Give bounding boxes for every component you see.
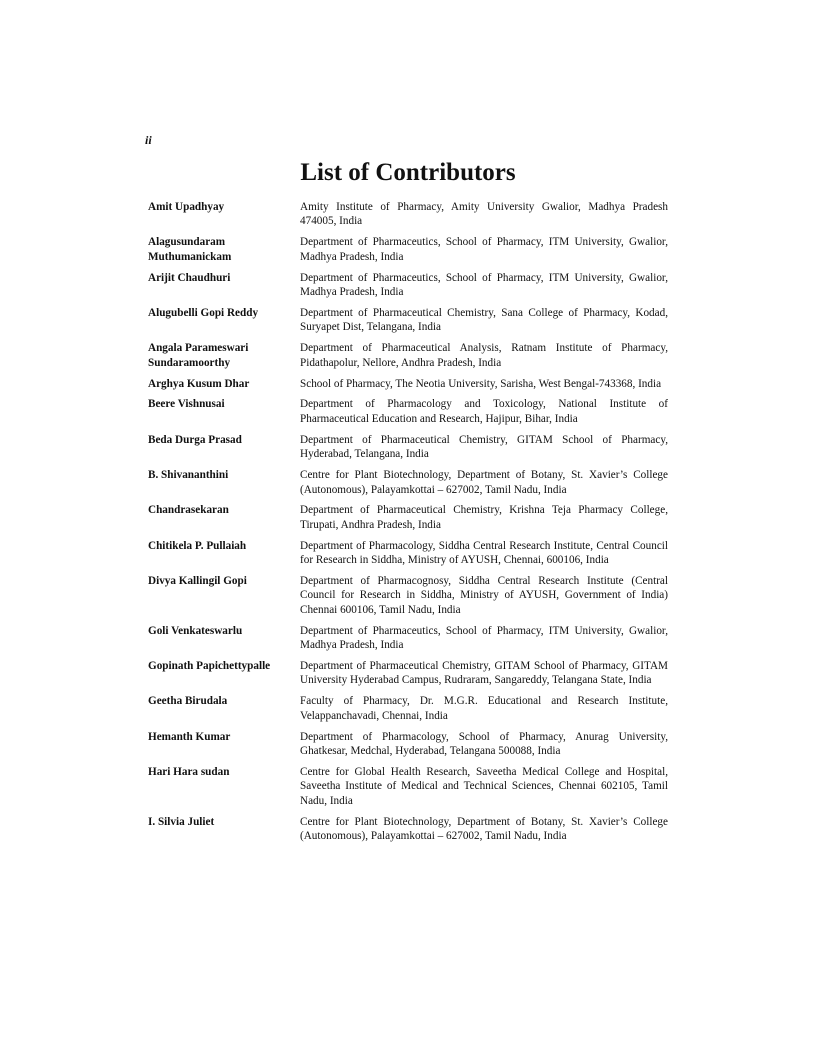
contributor-affiliation: Department of Pharmacology and Toxicology, National Institute of Pharmaceutical Education and Research, Hajipur, Bihar, India bbox=[300, 398, 668, 425]
contributor-name: Geetha Birudala bbox=[148, 695, 228, 708]
contributor-row bbox=[148, 235, 668, 264]
contributor-row bbox=[148, 377, 668, 391]
contributor-name: Amit Upadhyay bbox=[148, 201, 225, 213]
contributor-row bbox=[148, 730, 668, 759]
contributor-name: B. Shivananthini bbox=[148, 469, 229, 482]
contributor-affiliation: Department of Pharmaceutics, School of Pharmacy, ITM University, Gwalior, Madhya Pradesh, India bbox=[300, 236, 668, 263]
contributor-row bbox=[148, 306, 668, 335]
contributor-affiliation: Department of Pharmaceutical Analysis, Ratnam Institute of Pharmacy, Pidathapolur, Nellore, Andhra Pradesh, India bbox=[300, 342, 668, 369]
contributor-affiliation: Department of Pharmaceutical Chemistry, Sana College of Pharmacy, Kodad, Suryapet Dist, Telangana, India bbox=[300, 306, 668, 334]
contributor-row bbox=[148, 574, 668, 617]
contributor-name: Beere Vishnusai bbox=[148, 398, 225, 411]
contributor-affiliation: Department of Pharmacology, School of Pharmacy, Anurag University, Ghatkesar, Medchal, Hyderabad, Telangana 500088, India bbox=[300, 730, 668, 758]
contributor-affiliation: Department of Pharmaceutics, School of Pharmacy, ITM University, Gwalior, Madhya Pradesh, India bbox=[300, 624, 668, 652]
contributor-name: Hemanth Kumar bbox=[148, 730, 231, 743]
contributor-affiliation: Faculty of Pharmacy, Dr. M.G.R. Educational and Research Institute, Velappanchavadi, Chennai, India bbox=[300, 695, 668, 722]
contributor-name: Alugubelli Gopi Reddy bbox=[148, 306, 259, 319]
page-title: List of Contributors bbox=[300, 159, 516, 186]
contributor-row bbox=[148, 341, 668, 370]
contributor-row bbox=[148, 468, 668, 497]
contributor-row bbox=[148, 815, 668, 844]
contributor-name: Chandrasekaran bbox=[148, 504, 229, 517]
contributor-row bbox=[148, 271, 668, 300]
contributor-affiliation: Department of Pharmaceutical Chemistry, GITAM School of Pharmacy, Hyderabad, Telangana, India bbox=[300, 433, 668, 461]
contributor-name: Gopinath Papichettypalle bbox=[148, 660, 271, 673]
contributor-affiliation: School of Pharmacy, The Neotia University, Sarisha, West Bengal-743368, India bbox=[300, 377, 662, 390]
contributor-name: Arijit Chaudhuri bbox=[148, 271, 231, 284]
contributor-row bbox=[148, 397, 668, 426]
contributor-row bbox=[148, 694, 668, 723]
contributor-affiliation: Centre for Plant Biotechnology, Department of Botany, St. Xavier’s College (Autonomous), Palayamkottai – 627002, Tamil Nadu, India bbox=[300, 469, 668, 496]
contributor-name: Goli Venkateswarlu bbox=[148, 624, 243, 637]
contributor-name: Hari Hara sudan bbox=[148, 766, 230, 778]
contributor-row bbox=[148, 765, 668, 808]
contributor-affiliation: Centre for Global Health Research, Saveetha Medical College and Hospital, Saveetha Institute of Medical and Technical Sciences, Chennai 602105, Tamil Nadu, India bbox=[300, 766, 668, 807]
contributor-affiliation: Department of Pharmacology, Siddha Central Research Institute, Central Council for Research in Siddha, Ministry of AYUSH, Chennai, 600106, India bbox=[300, 539, 668, 567]
contributor-row bbox=[148, 433, 668, 462]
contributor-row bbox=[148, 503, 668, 532]
contributor-row bbox=[148, 539, 668, 568]
contributors-list bbox=[148, 200, 668, 850]
contributor-row bbox=[148, 624, 668, 653]
contributor-affiliation: Department of Pharmaceutics, School of Pharmacy, ITM University, Gwalior, Madhya Pradesh, India bbox=[300, 271, 668, 299]
page-number: ii bbox=[145, 133, 152, 147]
contributor-name: Alagusundaram Muthumanickam bbox=[148, 236, 232, 263]
contributor-name: Chitikela P. Pullaiah bbox=[148, 539, 247, 552]
contributor-name: Divya Kallingil Gopi bbox=[148, 575, 247, 588]
contributor-name: Arghya Kusum Dhar bbox=[148, 377, 250, 390]
contributor-affiliation: Department of Pharmaceutical Chemistry, Krishna Teja Pharmacy College, Tirupati, Andhra Pradesh, India bbox=[300, 504, 668, 531]
contributor-affiliation: Amity Institute of Pharmacy, Amity University Gwalior, Madhya Pradesh 474005, India bbox=[300, 201, 668, 228]
contributor-affiliation: Department of Pharmacognosy, Siddha Central Research Institute (Central Council for Research in Siddha, Ministry of AYUSH, Government of India) Chennai 600106, Tamil Nadu, India bbox=[300, 575, 668, 616]
contributor-affiliation: Department of Pharmaceutical Chemistry, GITAM School of Pharmacy, GITAM University Hyderabad Campus, Rudraram, Sangareddy, Telangana State, India bbox=[300, 660, 668, 687]
contributor-row bbox=[148, 659, 668, 688]
contributor-name: Beda Durga Prasad bbox=[148, 433, 242, 446]
contributor-row bbox=[148, 200, 668, 229]
contributor-name: Angala Parameswari Sundaramoorthy bbox=[148, 342, 249, 369]
contributor-name: I. Silvia Juliet bbox=[148, 815, 215, 828]
contributor-affiliation: Centre for Plant Biotechnology, Department of Botany, St. Xavier’s College (Autonomous), Palayamkottai – 627002, Tamil Nadu, India bbox=[300, 815, 668, 843]
